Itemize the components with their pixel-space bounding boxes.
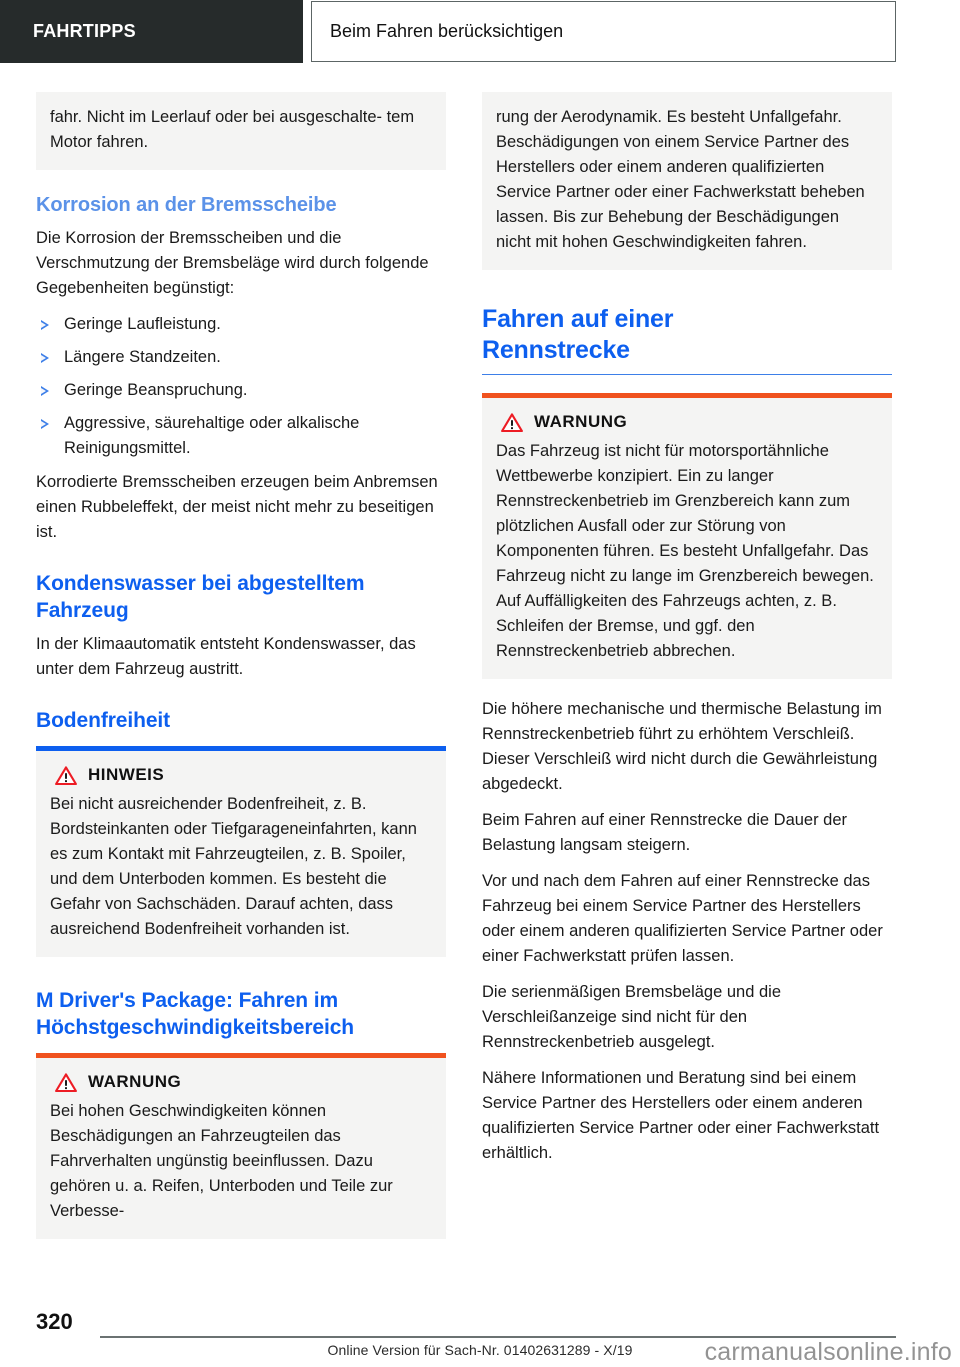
warning-box-text: Das Fahrzeug ist nicht für motorsportähnliche Wettbewerbe konzipiert. Ein zu langer Rennstreckenbetrieb im Grenzbereich kann zum plötzlichen Ausfall oder zur Störung von Komponenten führen. Es besteht Unfallgefahr. Das Fahrzeug nicht zu lange im Grenzbereich bewegen. Auf Auffälligkeiten des Fahrzeugs achten, z. B. Schleifen der Bremse, und ggf. den Rennstreckenbetrieb abbrechen. [496, 442, 874, 660]
warning-box-header [55, 1072, 432, 1092]
triangle-bullet-icon [41, 419, 49, 429]
warning-box-text: Bei hohen Geschwindigkeiten können Beschädigungen an Fahrzeugteilen das Fahrverhalten ungünstig beeinflussen. Dazu gehören u. a. Reifen, Unterboden und Teile zur Verbesse- [50, 1102, 393, 1220]
triangle-bullet-icon [41, 386, 49, 396]
chapter-tab-label: FAHRTIPPS [33, 21, 136, 41]
korrosion-intro: Die Korrosion der Bremsscheiben und die Verschmutzung der Bremsbeläge wird durch folgende Gegebenheiten begünstigt: [36, 229, 429, 297]
breadcrumb-label: Beim Fahren berücksichtigen [330, 21, 564, 41]
triangle-bullet-icon [41, 320, 49, 330]
continued-note-text: fahr. Nicht im Leerlauf oder bei ausgeschalte- tem Motor fahren. [50, 108, 415, 151]
heading-rennstrecke [482, 304, 892, 366]
list-item [36, 411, 446, 461]
left-column [36, 92, 446, 1239]
online-version-note: Online Version für Sach-Nr. 01402631289 - X/19 [327, 1342, 633, 1358]
rennstrecke-paragraph: Die serienmäßigen Bremsbeläge und die Verschleißanzeige sind nicht für den Rennstreckenbetrieb ausgelegt. [482, 983, 781, 1051]
kondenswasser-paragraph: In der Klimaautomatik entsteht Kondenswasser, das unter dem Fahrzeug austritt. [36, 635, 416, 678]
list-item-label: Geringe Laufleistung. [64, 315, 221, 333]
korrosion-list [36, 312, 446, 461]
list-item-label: Geringe Beanspruchung. [64, 381, 248, 399]
continued-note-box [36, 92, 446, 170]
rennstrecke-paragraph: Nähere Informationen und Beratung sind bei einem Service Partner des Herstellers oder einem anderen qualifizierten Service Partner oder einer Fachwerkstatt erhältlich. [482, 1069, 880, 1162]
list-item [36, 345, 446, 370]
list-item [36, 378, 446, 403]
continued-warning-box [482, 92, 892, 270]
page-footer [0, 1300, 960, 1366]
chapter-tab[interactable] [0, 0, 303, 63]
breadcrumb[interactable] [311, 1, 896, 62]
triangle-bullet-icon [41, 353, 49, 363]
heading-korrosion: Korrosion an der Bremsscheibe [36, 194, 337, 216]
page-header [0, 0, 960, 64]
warning-box-title: WARNUNG [534, 412, 628, 431]
page-number: 320 [36, 1309, 73, 1334]
rennstrecke-paragraph: Die höhere mechanische und thermische Belastung im Rennstreckenbetrieb führt zu erhöhtem Verschleiß. Dieser Verschleiß wird nicht durch die Gewährleistung abgedeckt. [482, 700, 882, 793]
list-item [36, 312, 446, 337]
warning-box-title: WARNUNG [88, 1072, 182, 1091]
warnung-box-rennstrecke [482, 393, 892, 679]
warning-triangle-icon [55, 766, 77, 785]
list-item-label: Aggressive, säurehaltige oder alkalische Reinigungsmittel. [64, 414, 360, 457]
heading-rennstrecke-line2: Rennstrecke [482, 336, 630, 364]
note-box-text: Bei nicht ausreichender Bodenfreiheit, z. B. Bordsteinkanten oder Tiefgarageneinfahrten, kann es zum Kontakt mit Fahrzeugteilen, z. B. Spoiler, und dem Unterboden kommen. Es besteht die Gefahr von Sachschäden. Darauf achten, dass ausreichend Bodenfreiheit vorhanden ist. [50, 795, 417, 938]
hinweis-box [36, 746, 446, 957]
continued-warning-text: rung der Aerodynamik. Es besteht Unfallgefahr. Beschädigungen von einem Service Partner des Herstellers oder einem anderen qualifizierten Service Partner oder einer Fachwerkstatt beheben lassen. Bis zur Behebung der Beschädigungen nicht mit hohen Geschwindigkeiten fahren. [496, 108, 865, 251]
heading-rennstrecke-line1: Fahren auf einer [482, 305, 674, 333]
heading-kondenswasser: Kondenswasser bei abgestelltem Fahrzeug [36, 572, 365, 622]
rennstrecke-paragraph: Vor und nach dem Fahren auf einer Rennstrecke das Fahrzeug bei einem Service Partner des Herstellers oder einem anderen qualifizierten Service Partner oder einer Fachwerkstatt prüfen lassen. [482, 872, 883, 965]
watermark: carmanualsonline.info [704, 1338, 952, 1366]
right-column [482, 92, 892, 1166]
list-item-label: Längere Standzeiten. [64, 348, 221, 366]
rennstrecke-paragraph: Beim Fahren auf einer Rennstrecke die Dauer der Belastung langsam steigern. [482, 811, 848, 854]
note-box-header [55, 765, 432, 785]
warning-triangle-icon [55, 1073, 77, 1092]
warnung-box-m-driver [36, 1053, 446, 1239]
heading-m-driver-package: M Driver's Package: Fahren im Höchstgeschwindigkeitsbereich [36, 989, 355, 1039]
heading-bodenfreiheit: Bodenfreiheit [36, 709, 171, 732]
note-box-title: HINWEIS [88, 765, 165, 784]
warning-triangle-icon [501, 413, 523, 432]
warning-box-header [501, 412, 878, 432]
korrosion-outro: Korrodierte Bremsscheiben erzeugen beim Anbremsen einen Rubbeleffekt, der meist nicht mehr zu beseitigen ist. [36, 473, 438, 541]
